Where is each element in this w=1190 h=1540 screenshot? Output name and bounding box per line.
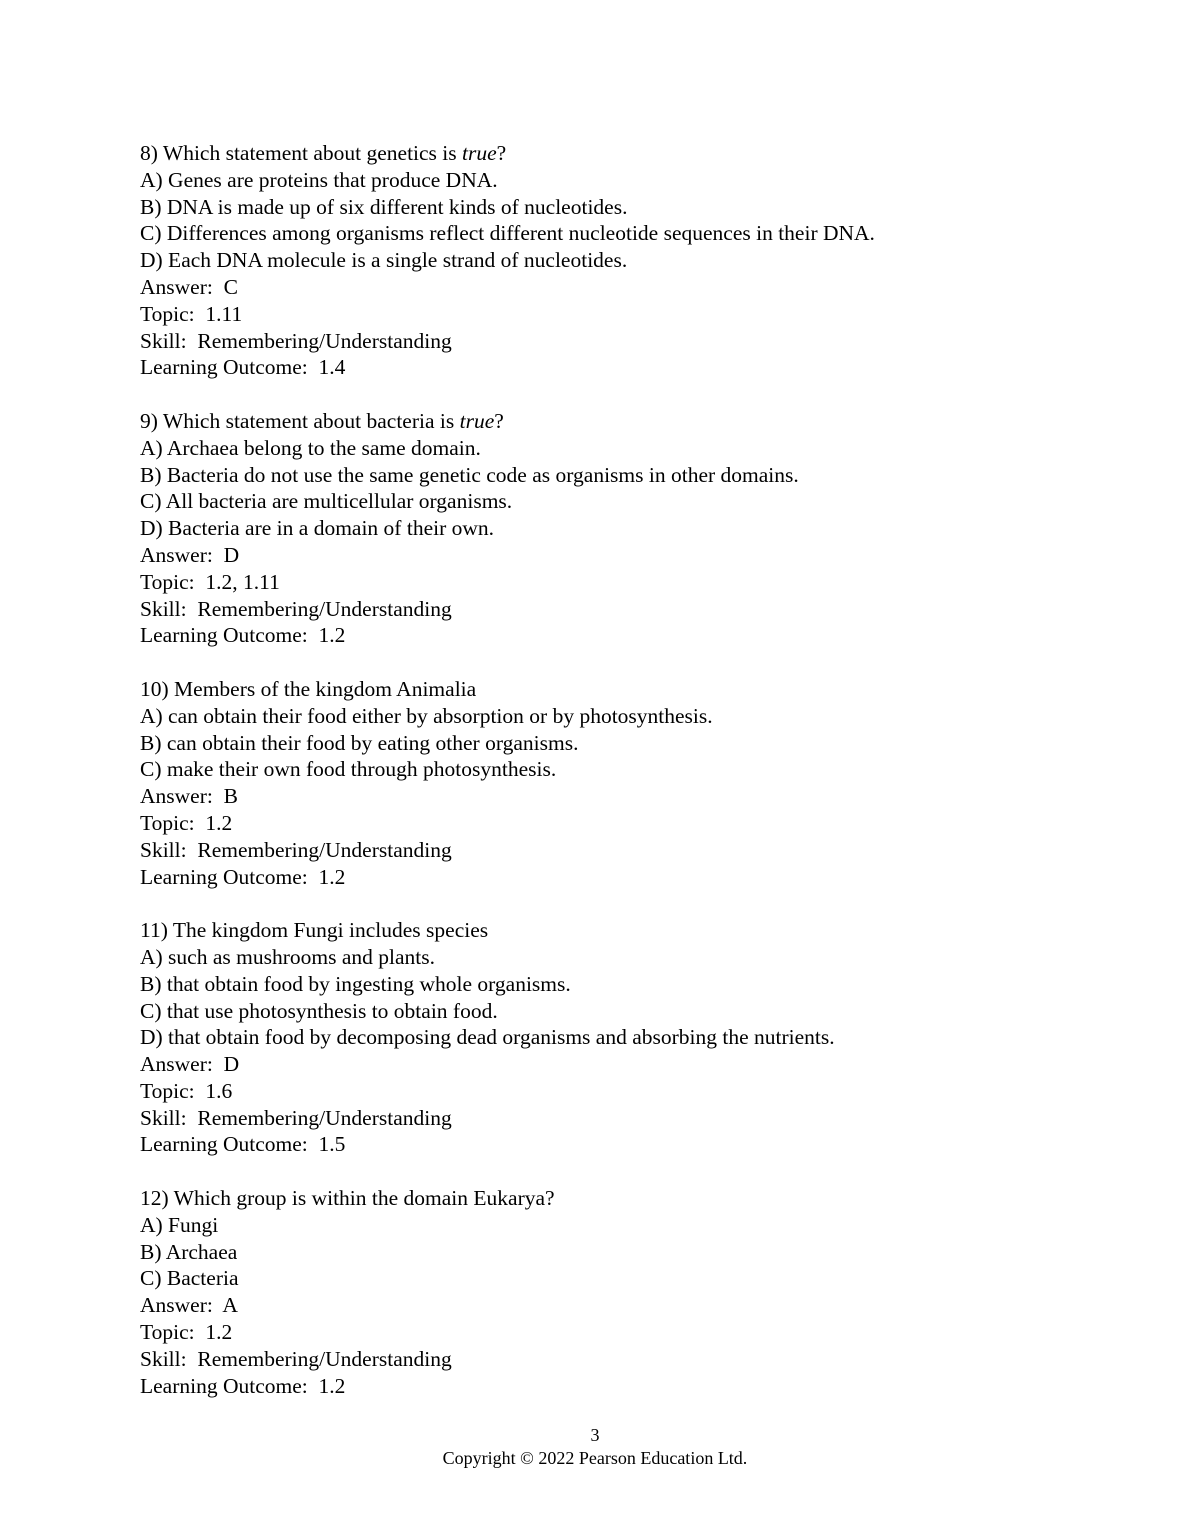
question-skill: Skill: Remembering/Understanding xyxy=(140,837,452,862)
question-block xyxy=(140,917,875,1158)
page-number: 3 xyxy=(590,1425,600,1445)
answer-option: B) Bacteria do not use the same genetic code as organisms in other domains. xyxy=(140,462,799,487)
question-topic: Topic: 1.2 xyxy=(140,1320,233,1345)
answer-option: C) Bacteria xyxy=(140,1266,239,1291)
prompt-text: 9) Which statement about bacteria is xyxy=(140,408,460,433)
answer-option: A) Archaea belong to the same domain. xyxy=(140,435,481,460)
question-answer: Answer: D xyxy=(140,542,240,567)
question-prompt xyxy=(140,408,875,435)
prompt-text: 12) Which group is within the domain Eukarya? xyxy=(140,1186,555,1211)
prompt-emphasis: true xyxy=(459,408,495,433)
question-block xyxy=(140,676,875,890)
prompt-text-end: ? xyxy=(496,141,507,165)
question-block xyxy=(140,1185,875,1399)
answer-option: A) such as mushrooms and plants. xyxy=(140,944,435,969)
question-prompt xyxy=(140,140,875,167)
question-answer: Answer: C xyxy=(140,274,238,299)
prompt-text-end: ? xyxy=(494,408,504,433)
question-outcome: Learning Outcome: 1.2 xyxy=(140,623,346,648)
answer-option: C) Differences among organisms reflect different nucleotide sequences in their DNA. xyxy=(140,221,875,246)
question-skill: Skill: Remembering/Understanding xyxy=(140,328,452,353)
answer-option: D) that obtain food by decomposing dead organisms and absorbing the nutrients. xyxy=(140,1025,835,1050)
question-topic: Topic: 1.11 xyxy=(140,301,243,326)
answer-option: A) can obtain their food either by absorption or by photosynthesis. xyxy=(140,703,713,728)
question-prompt xyxy=(140,676,875,703)
question-outcome: Learning Outcome: 1.4 xyxy=(140,355,346,380)
question-outcome: Learning Outcome: 1.5 xyxy=(140,1132,346,1157)
question-topic: Topic: 1.6 xyxy=(140,1078,233,1103)
answer-option: B) that obtain food by ingesting whole organisms. xyxy=(140,971,571,996)
question-topic: Topic: 1.2, 1.11 xyxy=(140,569,280,594)
question-answer: Answer: D xyxy=(140,1052,240,1077)
answer-option: A) Genes are proteins that produce DNA. xyxy=(140,167,498,192)
prompt-emphasis: true xyxy=(462,141,497,165)
prompt-text: 8) Which statement about genetics is xyxy=(140,141,463,165)
question-block xyxy=(140,140,875,381)
answer-option: C) make their own food through photosynthesis. xyxy=(140,757,557,782)
question-skill: Skill: Remembering/Understanding xyxy=(140,596,452,621)
question-outcome: Learning Outcome: 1.2 xyxy=(140,1373,346,1398)
question-outcome: Learning Outcome: 1.2 xyxy=(140,864,346,889)
answer-option: D) Each DNA molecule is a single strand of nucleotides. xyxy=(140,248,628,273)
answer-option: D) Bacteria are in a domain of their own. xyxy=(140,516,495,541)
question-block xyxy=(140,408,875,649)
question-topic: Topic: 1.2 xyxy=(140,810,233,835)
question-answer: Answer: A xyxy=(140,1293,238,1318)
prompt-text: 11) The kingdom Fungi includes species xyxy=(140,918,489,943)
answer-option: B) Archaea xyxy=(140,1239,238,1264)
answer-option: C) All bacteria are multicellular organisms. xyxy=(140,489,513,514)
answer-option: B) DNA is made up of six different kinds of nucleotides. xyxy=(140,194,628,219)
question-skill: Skill: Remembering/Understanding xyxy=(140,1346,452,1371)
question-prompt xyxy=(140,1185,875,1212)
question-prompt xyxy=(140,917,875,944)
question-list xyxy=(140,140,875,1426)
prompt-text: 10) Members of the kingdom Animalia xyxy=(140,676,477,701)
answer-option: A) Fungi xyxy=(140,1212,219,1237)
question-answer: Answer: B xyxy=(140,784,238,809)
question-skill: Skill: Remembering/Understanding xyxy=(140,1105,452,1130)
answer-option: C) that use photosynthesis to obtain food. xyxy=(140,998,498,1023)
page-footer xyxy=(0,1424,1190,1470)
answer-option: B) can obtain their food by eating other organisms. xyxy=(140,730,579,755)
copyright-notice: Copyright © 2022 Pearson Education Ltd. xyxy=(442,1448,748,1468)
